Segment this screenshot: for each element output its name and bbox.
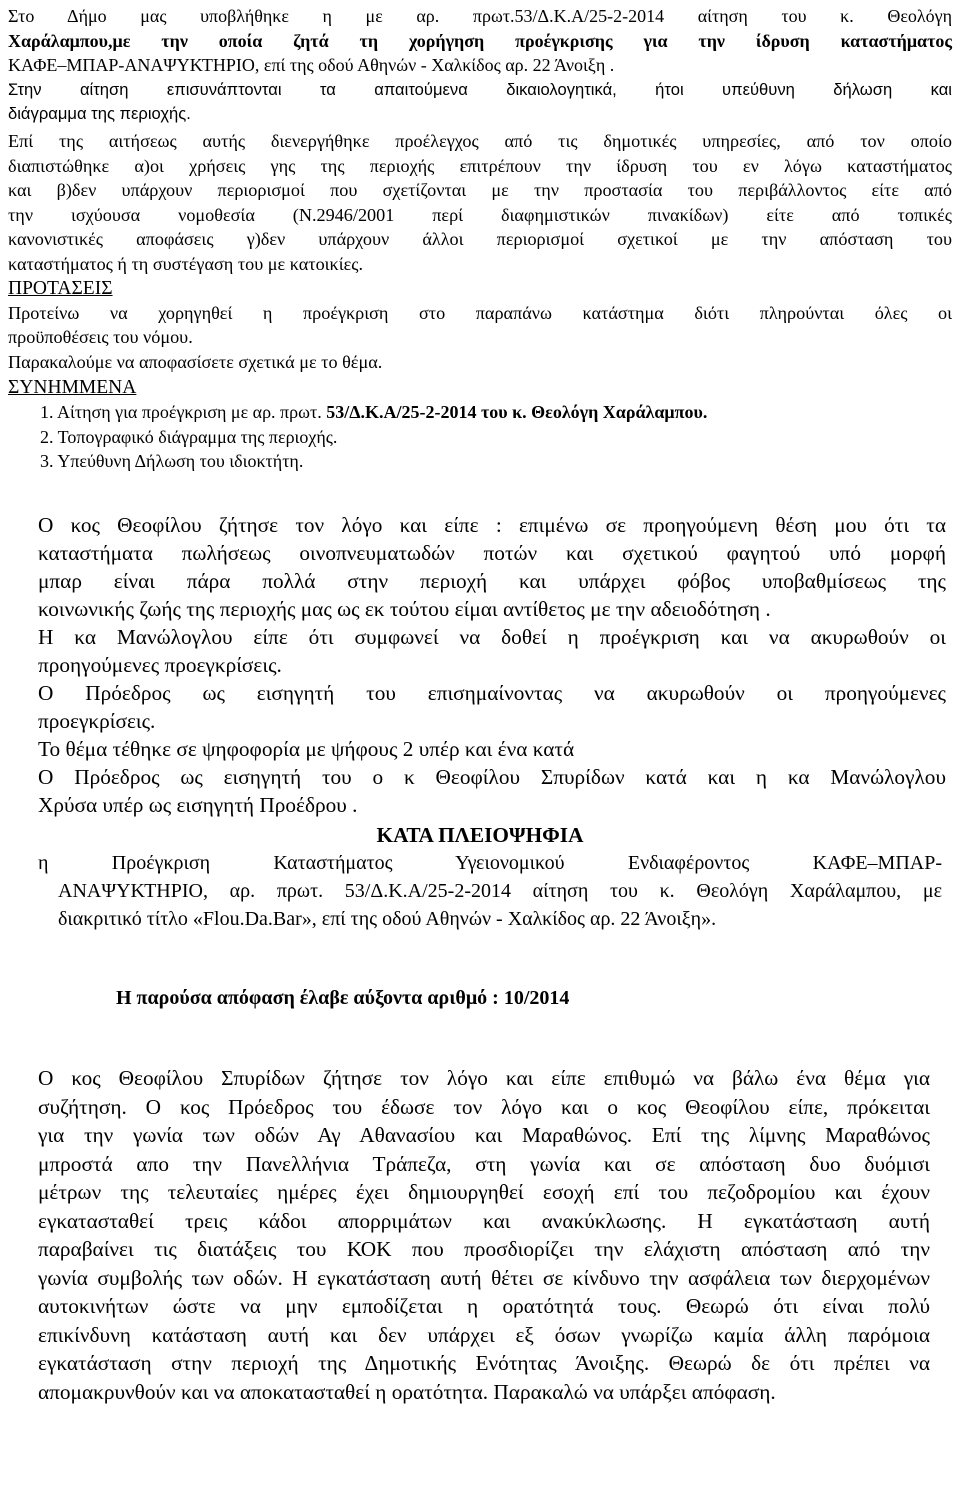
text-line: την ισχύουσα νομοθεσία (Ν.2946/2001 περί διαφημιστικών πινακίδων) είτε από τοπικές	[8, 204, 952, 225]
text-line: επικίνδυνη κατάσταση αυτή και δεν υπάρχει εξ όσων γνωρίζω καμία άλλη παρόμοια	[38, 1322, 930, 1347]
text-line: κανονιστικές αποφάσεις γ)δεν υπάρχουν άλλοι περιορισμοί σχετικοί με την απόσταση του	[8, 229, 952, 250]
decision-title: ΚΑΤΑ ΠΛΕΙΟΨΗΦΙΑ	[376, 823, 584, 848]
proposals-heading: ΠΡΟΤΑΣΕΙΣ	[8, 277, 113, 299]
text-line: ΑΝΑΨΥΚΤΗΡΙΟ, αρ. πρωτ. 53/Δ.Κ.Α/25-2-2014 αίτηση του κ. Θεολόγη Χαράλαμπου, με	[58, 880, 942, 903]
attachments-list	[8, 400, 952, 473]
text-line: μπροστά απο την Πανελλήνια Τράπεζα, στη γωνία και σε απόσταση δυο δυόμισι	[38, 1151, 930, 1176]
text-line: διαπιστώθηκε α)οι χρήσεις γης της περιοχής επιτρέπουν την ίδρυση του εν λόγω καταστήματος	[8, 155, 952, 176]
text-line: μπαρ είναι πάρα πολλά στην περιοχή και υπάρχει φόβος υποβαθμίσεως της	[38, 569, 946, 594]
text-line: συζήτηση. Ο κος Πρόεδρος του έδωσε τον λόγο και ο κος Θεοφίλου είπε, πρόκειται	[38, 1094, 930, 1119]
document-page	[0, 2, 960, 1506]
text-line: διακριτικό τίτλο «Flou.Da.Bar», επί της οδού Αθηνών - Χαλκίδος αρ. 22 Άνοιξη».	[58, 908, 717, 931]
text-line: προηγούμενες προεγκρίσεις.	[38, 653, 282, 678]
text-line: Επί της αιτήσεως αυτής διενεργήθηκε προέλεγχος από τις δημοτικές υπηρεσίες, από τον οποίο	[8, 130, 952, 151]
text-line: Η κα Μανώλογλου είπε ότι συμφωνεί να δοθεί η προέγκριση και να ακυρωθούν οι	[38, 625, 946, 650]
text-line: αυτοκινήτων ώστε να μην εμποδίζεται η ορατότητά τους. Θεωρώ ότι είναι πολύ	[38, 1294, 930, 1319]
text-line: Ο κος Θεοφίλου Σπυρίδων ζήτησε τον λόγο και είπε επιθυμώ να βάλω ένα θέμα για	[38, 1066, 930, 1091]
attachment-ref: 53/Δ.Κ.Α/25-2-2014 του κ. Θεολόγη Χαράλαμπου.	[326, 402, 708, 423]
text-line: καταστήματος ή τη συστέγαση του με κατοικίες.	[8, 253, 364, 274]
text-line: παραβαίνει τις διατάξεις του ΚΟΚ που προσδιορίζει την ελάχιστη απόσταση από την	[38, 1237, 930, 1262]
discussion-paragraph	[8, 511, 952, 819]
text-line: Το θέμα τέθηκε σε ψηφοφορία με ψήφους 2 υπέρ και ένα κατά	[38, 737, 575, 762]
decision-paragraph	[8, 849, 952, 933]
new-topic-paragraph	[8, 1064, 952, 1406]
preliminary-check-paragraph	[8, 129, 952, 277]
text-line: διάγραμμα της περιοχής.	[8, 104, 191, 124]
text-line: Στο Δήμο μας υποβλήθηκε η με αρ. πρωτ.53/Δ.Κ.Α/25-2-2014 αίτηση του κ. Θεολόγη	[8, 6, 952, 26]
request-line: Παρακαλούμε να αποφασίσετε σχετικά με το θέμα.	[8, 351, 383, 372]
text-line: Προτείνω να χορηγηθεί η προέγκριση στο παραπάνω κατάστημα διότι πληρούνται όλες οι	[8, 302, 952, 323]
text-line: καταστήματα πωλήσεως οινοπνευματωδών ποτών και σχετικού φαγητού υπό μορφή	[38, 541, 946, 566]
text-line: Χρύσα υπέρ ως εισηγητή Προέδρου .	[38, 793, 358, 818]
text-line: για την γωνία των οδών Αγ Αθανασίου και Μαραθώνος. Επί της λίμνης Μαραθώνος	[38, 1123, 930, 1148]
text-line: κοινωνικής ζωής της περιοχής μας ως εκ τούτου είμαι αντίθετος με την αδειοδότηση .	[38, 597, 771, 622]
text-line: Ο Πρόεδρος ως εισηγητή του επισημαίνοντας να ακυρωθούν οι προηγούμενες	[38, 681, 946, 706]
text-line: και β)δεν υπάρχουν περιορισμοί που σχετίζονται με την προστασία του περιβάλλοντος είτε από	[8, 180, 952, 201]
text-line: προϋποθέσεις του νόμου.	[8, 327, 193, 348]
text-line: Ο κος Θεοφίλου ζήτησε τον λόγο και είπε : επιμένω σε προηγούμενη θέση μου ότι τα	[38, 513, 946, 538]
attachment-text: 1. Αίτηση για προέγκριση με αρ. πρωτ.	[40, 402, 327, 423]
text-line: Ο Πρόεδρος ως εισηγητή του ο κ Θεοφίλου Σπυρίδων κατά και η κα Μανώλογλου	[38, 765, 946, 790]
attachment-item: 3. Υπεύθυνη Δήλωση του ιδιοκτήτη.	[40, 450, 304, 471]
text-line: προεγκρίσεις.	[38, 709, 156, 734]
intro-paragraph	[8, 2, 952, 127]
text-line: εγκατασταθεί τρεις κάδοι απορριμάτων και ανακύκλωσης. Η εγκατάσταση αυτή	[38, 1208, 930, 1233]
attachment-item: 2. Τοπογραφικό διάγραμμα της περιοχής.	[40, 426, 338, 447]
proposals-paragraph	[8, 301, 952, 350]
attachments-heading: ΣΥΝΗΜΜΕΝΑ	[8, 377, 137, 399]
decision-number: Η παρούσα απόφαση έλαβε αύξοντα αριθμό : 10/2014	[116, 987, 570, 1010]
text-line: μέτρων της τελευταίες ημέρες έχει δημιουργηθεί εσοχή επί του πεζοδρομίου και έχουν	[38, 1180, 930, 1205]
attachment-item	[40, 400, 952, 424]
text-line: η Προέγκριση Καταστήματος Υγειονομικού Ενδιαφέροντος ΚΑΦΕ–ΜΠΑΡ-	[38, 852, 942, 875]
text-line: Στην αίτηση επισυνάπτονται τα απαιτούμενα δικαιολογητικά, ήτοι υπεύθυνη δήλωση και	[8, 79, 952, 99]
text-line: γωνία συμβολής των οδών. Η εγκατάσταση αυτή θέτει σε κίνδυνο την ασφάλεια των διερχομένων	[38, 1265, 930, 1290]
text-line: ΚΑΦΕ–ΜΠΑΡ-ΑΝΑΨΥΚΤΗΡΙΟ, επί της οδού Αθηνών - Χαλκίδος αρ. 22 Άνοιξη .	[8, 55, 615, 76]
text-line: απομακρυνθούν και να αποκατασταθεί η ορατότητα. Παρακαλώ να υπάρξει απόφαση.	[38, 1379, 776, 1404]
text-line: Χαράλαμπου,με την οποία ζητά τη χορήγηση προέγκρισης για την ίδρυση καταστήματος	[8, 30, 952, 51]
text-line: εγκατάσταση στην περιοχή της Δημοτικής Ενότητας Άνοιξης. Θεωρώ δε ότι πρέπει να	[38, 1351, 930, 1376]
